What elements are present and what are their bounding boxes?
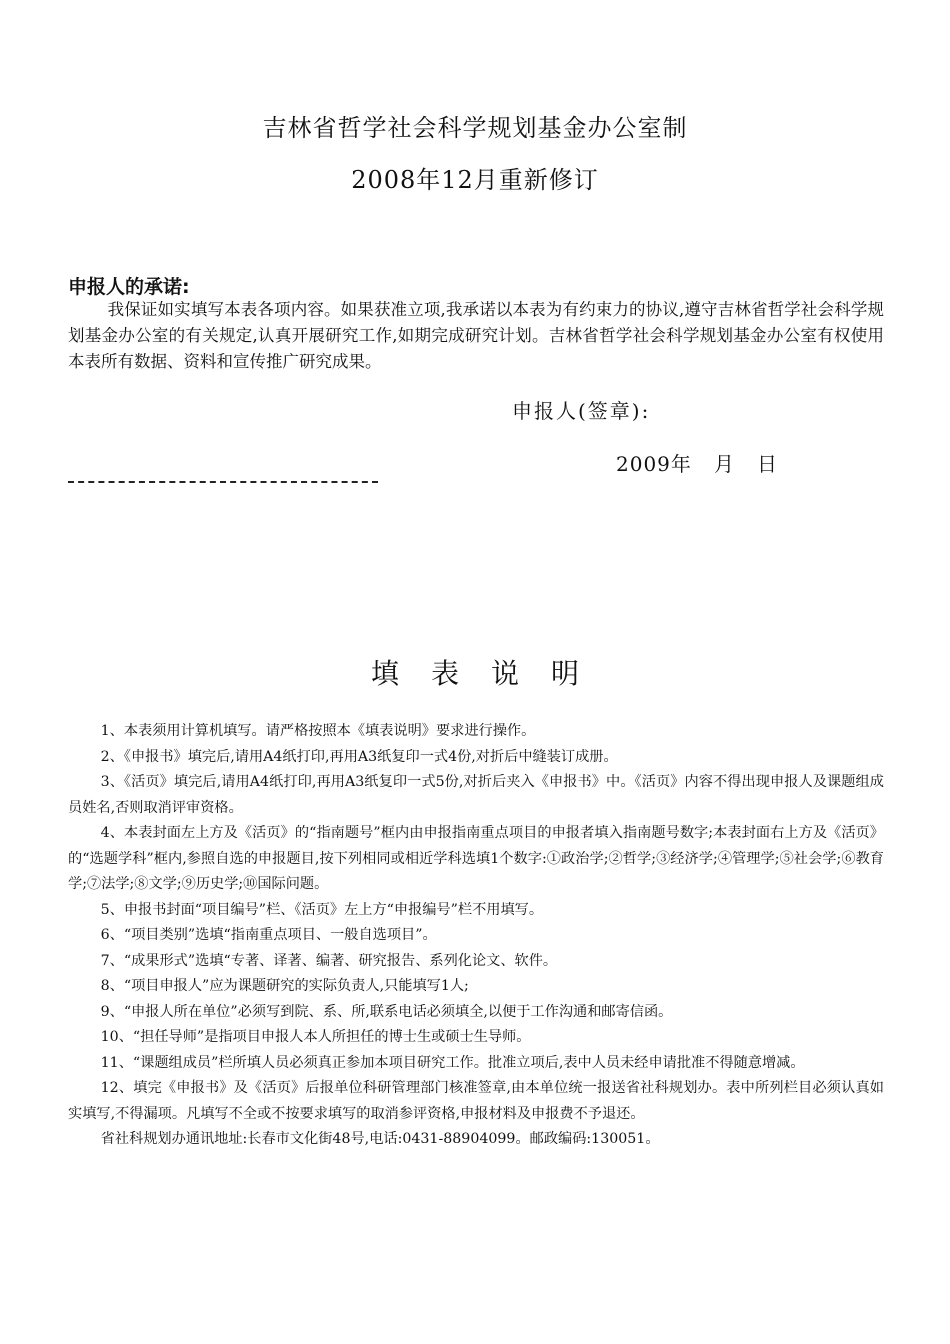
instruction-item-8: 8、“项目申报人”应为课题研究的实际负责人,只能填写1人; — [100, 978, 469, 994]
instruction-item-6: 6、“项目类别”选填“指南重点项目、一般自选项目”。 — [100, 927, 437, 943]
revision-line: 2008年12月重新修订 — [351, 166, 599, 194]
instruction-item-1: 1、本表须用计算机填写。请严格按照本《填表说明》要求进行操作。 — [100, 723, 536, 739]
instruction-item-3: 3、《活页》填完后,请用A4纸打印,再用A3纸复印一式5份,对折后夹入《申报书》中。《活页》内容不得出现申报人及课题组成员姓名,否则取消评审资格。 — [68, 774, 884, 816]
issuer-line: 吉林省哲学社会科学规划基金办公室制 — [262, 114, 688, 142]
instructions-list — [68, 719, 884, 1153]
instruction-item-9: 9、“申报人所在单位”必须写到院、系、所,联系电话必须填全,以便于工作沟通和邮寄信函。 — [100, 1003, 673, 1020]
instruction-item-7: 7、“成果形式”选填“专著、译著、编著、研究报告、系列化论文、软件。 — [100, 952, 558, 969]
instruction-item-4: 4、本表封面左上方及《活页》的“指南题号”框内由申报指南重点项目的申报者填入指南题号数字;本表封面右上方及《活页》的“选题学科”框内,参照自选的申报题目,按下列相同或相近学科选填1个数字:①政治学;②哲学;③经济学;④管理学;⑤社会学;⑥教育学;⑦法学;⑧文学;⑨历史学;⑩国际问题。 — [68, 825, 884, 892]
instructions-title: 填表说明 — [370, 657, 611, 690]
instruction-item-12: 12、填完《申报书》及《活页》后报单位科研管理部门核准签章,由本单位统一报送省社科规划办。表中所列栏目必须认真如实填写,不得漏项。凡填写不全或不按要求填写的取消参评资格,申报材料及申报费不予退还。 — [68, 1080, 884, 1122]
divider-line — [68, 481, 378, 483]
instruction-item-2: 2、《申报书》填完后,请用A4纸打印,再用A3纸复印一式4份,对折后中缝装订成册。 — [100, 748, 618, 765]
instruction-item-10: 10、“担任导师”是指项目申报人本人所担任的博士生或硕士生导师。 — [100, 1029, 531, 1045]
instruction-item-5: 5、申报书封面“项目编号”栏、《活页》左上方“申报编号”栏不用填写。 — [100, 901, 544, 918]
commitment-text: 我保证如实填写本表各项内容。如果获准立项,我承诺以本表为有约束力的协议,遵守吉林省哲学社会科学规划基金办公室的有关规定,认真开展研究工作,如期完成研究计划。吉林省哲学社会科学规划基金办公室有权使用本表所有数据、资料和宣传推广研究成果。 — [68, 300, 884, 371]
date-line: 2009年 月 日 — [616, 452, 779, 476]
signature-label: 申报人(签章): — [512, 399, 651, 423]
commitment-heading: 申报人的承诺: — [68, 276, 190, 298]
instruction-item-11: 11、“课题组成员”栏所填人员必须真正参加本项目研究工作。批准立项后,表中人员未经申请批准不得随意增减。 — [100, 1054, 805, 1071]
contact-address: 省社科规划办通讯地址:长春市文化街48号,电话:0431-88904099。邮政编码:130051。 — [100, 1131, 660, 1147]
